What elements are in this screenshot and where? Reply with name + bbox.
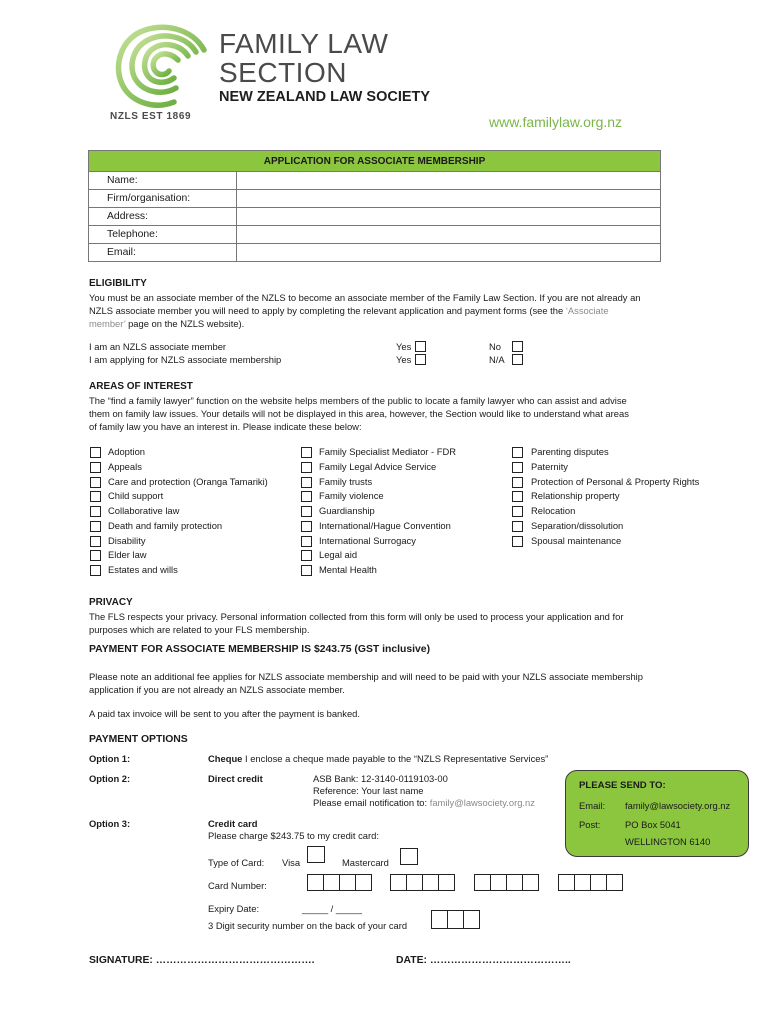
q2-na-checkbox[interactable] bbox=[512, 354, 523, 365]
option2-label: Option 2: bbox=[89, 773, 131, 784]
bank-reference: Reference: Your last name bbox=[313, 785, 424, 796]
area-label: Appeals bbox=[108, 460, 142, 472]
card-digit-box[interactable] bbox=[606, 874, 623, 891]
area-label: International Surrogacy bbox=[319, 534, 416, 546]
payment-note-line1: Please note an additional fee applies for NZLS associate membership and will need to be paid with your NZLS associate membership bbox=[89, 671, 643, 682]
area-checkbox[interactable] bbox=[90, 565, 101, 576]
expiry-field[interactable]: _____ / _____ bbox=[302, 903, 362, 914]
area-checkbox[interactable] bbox=[301, 565, 312, 576]
area-checkbox[interactable] bbox=[90, 521, 101, 532]
areas-line3: of family law you have an interest in. Please indicate these below: bbox=[89, 421, 362, 432]
eligibility-text bbox=[89, 291, 689, 330]
area-checkbox[interactable] bbox=[90, 506, 101, 517]
charge-text: Please charge $243.75 to my credit card: bbox=[208, 830, 379, 841]
area-checkbox[interactable] bbox=[90, 462, 101, 473]
card-number-group-3[interactable] bbox=[474, 874, 538, 891]
website-link[interactable]: www.familylaw.org.nz bbox=[489, 114, 623, 130]
cvv-label: 3 Digit security number on the back of your card bbox=[208, 920, 408, 931]
org-name-line1: FAMILY LAW bbox=[219, 28, 389, 59]
org-name-line3: NEW ZEALAND LAW SOCIETY bbox=[219, 89, 431, 105]
card-number-group-1[interactable] bbox=[307, 874, 371, 891]
area-checkbox[interactable] bbox=[301, 521, 312, 532]
q2-na-label: N/A bbox=[489, 354, 505, 365]
card-number-group-4[interactable] bbox=[558, 874, 622, 891]
eligibility-line3-text: page on the NZLS website). bbox=[125, 318, 245, 329]
area-checkbox[interactable] bbox=[301, 477, 312, 488]
area-label: Care and protection (Oranga Tamariki) bbox=[108, 475, 268, 487]
card-digit-box[interactable] bbox=[339, 874, 356, 891]
area-checkbox[interactable] bbox=[301, 491, 312, 502]
area-checkbox[interactable] bbox=[90, 536, 101, 547]
card-digit-box[interactable] bbox=[323, 874, 340, 891]
area-label: Legal aid bbox=[319, 549, 358, 561]
card-digit-box[interactable] bbox=[307, 874, 324, 891]
eligibility-line2 bbox=[89, 304, 689, 317]
telephone-label: Telephone: bbox=[89, 226, 237, 244]
mastercard-checkbox[interactable] bbox=[400, 848, 418, 865]
card-digit-box[interactable] bbox=[390, 874, 407, 891]
eligibility-line2-text: NZLS associate member you will need to apply by completing the relevant application and payment forms (see the bbox=[89, 305, 566, 316]
q2-yes-checkbox[interactable] bbox=[415, 354, 426, 365]
email-field[interactable] bbox=[237, 244, 661, 262]
card-digit-box[interactable] bbox=[355, 874, 372, 891]
areas-line1: The “find a family lawyer” function on the website helps members of the public to locate a family lawyer who can assist and advise bbox=[89, 395, 627, 406]
area-label: Spousal maintenance bbox=[531, 534, 622, 546]
send-po-box: PO Box 5041 bbox=[625, 819, 681, 830]
area-checkbox[interactable] bbox=[90, 550, 101, 561]
privacy-heading: PRIVACY bbox=[89, 597, 133, 608]
q1-label: I am an NZLS associate member bbox=[89, 341, 227, 352]
associate-link-part2[interactable]: member’ bbox=[89, 318, 126, 329]
direct-credit-label: Direct credit bbox=[208, 773, 263, 784]
mastercard-label: Mastercard bbox=[342, 857, 389, 868]
eligibility-line3 bbox=[89, 317, 689, 330]
payment-heading: PAYMENT FOR ASSOCIATE MEMBERSHIP IS $243.75 (GST inclusive) bbox=[89, 644, 431, 655]
address-label: Address: bbox=[89, 208, 237, 226]
area-label: Disability bbox=[108, 534, 146, 546]
firm-label: Firm/organisation: bbox=[89, 190, 237, 208]
swirl-logo-icon bbox=[112, 22, 212, 110]
area-checkbox[interactable] bbox=[512, 491, 523, 502]
card-type-label: Type of Card: bbox=[208, 857, 265, 868]
area-checkbox[interactable] bbox=[301, 506, 312, 517]
area-label: Separation/dissolution bbox=[531, 519, 624, 531]
card-number-label: Card Number: bbox=[208, 880, 267, 891]
area-label: Protection of Personal & Property Rights bbox=[531, 475, 700, 487]
visa-checkbox[interactable] bbox=[307, 846, 325, 863]
form-title: APPLICATION FOR ASSOCIATE MEMBERSHIP bbox=[89, 151, 661, 172]
area-checkbox[interactable] bbox=[90, 477, 101, 488]
q2-label: I am applying for NZLS associate membership bbox=[89, 354, 282, 365]
areas-text bbox=[89, 394, 689, 433]
area-checkbox[interactable] bbox=[512, 506, 523, 517]
est-label: NZLS EST 1869 bbox=[110, 111, 192, 122]
eligibility-heading: ELIGIBILITY bbox=[89, 278, 147, 289]
area-label: Parenting disputes bbox=[531, 446, 609, 457]
area-checkbox[interactable] bbox=[301, 550, 312, 561]
card-digit-box[interactable] bbox=[438, 874, 455, 891]
send-email-label: Email: bbox=[579, 800, 606, 811]
area-label: Elder law bbox=[108, 549, 147, 561]
area-checkbox[interactable] bbox=[301, 462, 312, 473]
q1-no-label: No bbox=[489, 341, 501, 352]
cvv-digit-box[interactable] bbox=[463, 910, 480, 929]
payment-note bbox=[89, 670, 689, 696]
card-digit-box[interactable] bbox=[406, 874, 423, 891]
area-checkbox[interactable] bbox=[512, 462, 523, 473]
cvv-digit-box[interactable] bbox=[447, 910, 464, 929]
org-name-line2: SECTION bbox=[219, 57, 347, 88]
option3-label: Option 3: bbox=[89, 818, 131, 829]
area-checkbox[interactable] bbox=[512, 477, 523, 488]
send-city: WELLINGTON 6140 bbox=[625, 836, 711, 847]
cheque-label: Cheque bbox=[208, 753, 243, 764]
card-digit-box[interactable] bbox=[422, 874, 439, 891]
tax-invoice-note: A paid tax invoice will be sent to you after the payment is banked. bbox=[89, 708, 360, 719]
card-number-group-2[interactable] bbox=[390, 874, 454, 891]
areas-line2: them on family law issues. Your details will not be displayed in this area, however, the Section would like to understand what areas bbox=[89, 408, 629, 419]
area-checkbox[interactable] bbox=[90, 447, 101, 458]
area-checkbox[interactable] bbox=[301, 447, 312, 458]
area-label: Child support bbox=[108, 490, 164, 502]
name-label: Name: bbox=[89, 172, 237, 190]
area-label: Collaborative law bbox=[108, 505, 180, 516]
area-checkbox[interactable] bbox=[301, 536, 312, 547]
send-email-value[interactable]: family@lawsociety.org.nz bbox=[625, 800, 731, 811]
cvv-boxes[interactable] bbox=[431, 910, 479, 929]
logo bbox=[112, 22, 212, 110]
eligibility-line1: You must be an associate member of the NZLS to become an associate member of the Family Law Section. If you are not already an bbox=[89, 292, 641, 303]
area-label: Paternity bbox=[531, 460, 568, 472]
cvv-digit-box[interactable] bbox=[431, 910, 448, 929]
area-label: Guardianship bbox=[319, 505, 375, 516]
area-checkbox[interactable] bbox=[90, 491, 101, 502]
area-label: Family violence bbox=[319, 490, 384, 502]
expiry-label: Expiry Date: bbox=[208, 903, 260, 914]
payment-options-heading: PAYMENT OPTIONS bbox=[89, 734, 188, 745]
option1-text bbox=[208, 753, 548, 764]
bank-account: ASB Bank: 12-3140-0119103-00 bbox=[313, 773, 448, 784]
card-digit-box[interactable] bbox=[506, 874, 523, 891]
card-digit-box[interactable] bbox=[474, 874, 491, 891]
area-label: International/Hague Convention bbox=[319, 519, 451, 531]
send-to-heading: PLEASE SEND TO: bbox=[579, 780, 666, 791]
areas-heading: AREAS OF INTEREST bbox=[89, 381, 193, 392]
q1-no-checkbox[interactable] bbox=[512, 341, 523, 352]
associate-link-part1[interactable]: ‘Associate bbox=[565, 305, 609, 316]
q1-yes-label: Yes bbox=[396, 341, 412, 352]
area-checkbox[interactable] bbox=[512, 447, 523, 458]
privacy-line1: The FLS respects your privacy. Personal information collected from this form will only be used to process your application and for bbox=[89, 611, 624, 622]
area-label: Family Legal Advice Service bbox=[319, 460, 437, 472]
application-table bbox=[88, 150, 661, 262]
email-label: Email: bbox=[89, 244, 237, 262]
name-field[interactable] bbox=[237, 172, 661, 190]
area-label: Family Specialist Mediator - FDR bbox=[319, 446, 457, 457]
notification-label: Please email notification to: bbox=[313, 797, 430, 808]
q2-yes-label: Yes bbox=[396, 354, 412, 365]
area-checkbox[interactable] bbox=[512, 521, 523, 532]
privacy-line2: purposes which are related to your FLS membership. bbox=[89, 624, 310, 635]
payment-note-line2: application if you are not already an NZLS associate member. bbox=[89, 684, 345, 695]
send-to-box bbox=[565, 770, 749, 857]
address-field[interactable] bbox=[237, 208, 661, 226]
telephone-field[interactable] bbox=[237, 226, 661, 244]
credit-card-label: Credit card bbox=[208, 818, 258, 829]
cheque-text: I enclose a cheque made payable to the “NZLS Representative Services” bbox=[242, 753, 549, 764]
area-label: Adoption bbox=[108, 446, 146, 457]
area-label: Mental Health bbox=[319, 564, 377, 575]
area-label: Estates and wills bbox=[108, 564, 178, 575]
card-digit-box[interactable] bbox=[522, 874, 539, 891]
notification-email-link[interactable]: family@lawsociety.org.nz bbox=[429, 797, 535, 808]
card-digit-box[interactable] bbox=[574, 874, 591, 891]
card-digit-box[interactable] bbox=[490, 874, 507, 891]
signature-line[interactable]: SIGNATURE: ………………………………………. bbox=[89, 955, 315, 966]
date-line[interactable]: DATE: ………………………………….. bbox=[396, 955, 571, 966]
card-digit-box[interactable] bbox=[558, 874, 575, 891]
area-label: Death and family protection bbox=[108, 519, 223, 531]
send-post-label: Post: bbox=[579, 819, 601, 830]
q1-yes-checkbox[interactable] bbox=[415, 341, 426, 352]
privacy-text bbox=[89, 610, 689, 636]
area-checkbox[interactable] bbox=[512, 536, 523, 547]
firm-field[interactable] bbox=[237, 190, 661, 208]
area-label: Relocation bbox=[531, 505, 576, 516]
card-digit-box[interactable] bbox=[590, 874, 607, 891]
visa-label: Visa bbox=[282, 857, 301, 868]
area-label: Family trusts bbox=[319, 475, 373, 487]
notification-text bbox=[313, 797, 535, 808]
option1-label: Option 1: bbox=[89, 753, 131, 764]
area-label: Relationship property bbox=[531, 490, 620, 502]
